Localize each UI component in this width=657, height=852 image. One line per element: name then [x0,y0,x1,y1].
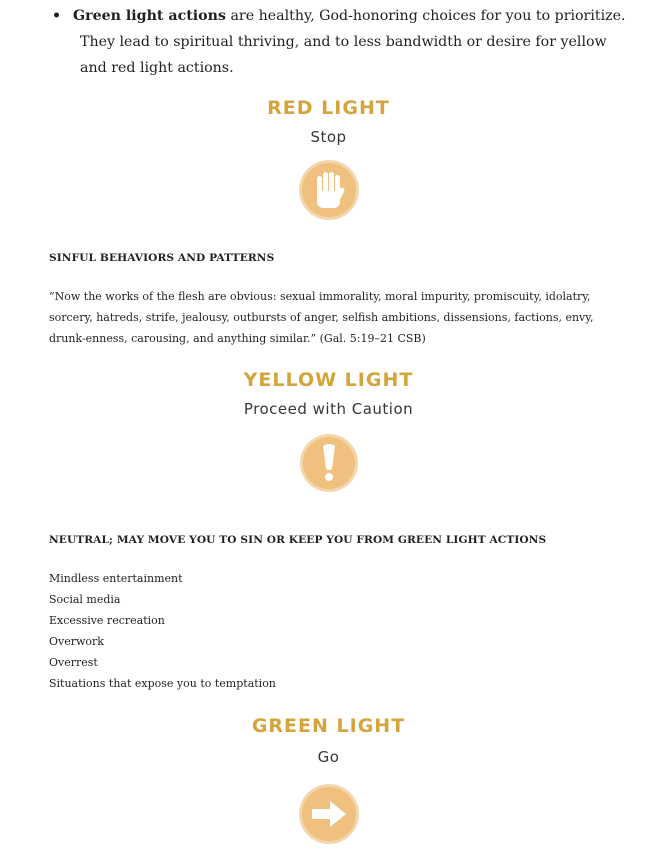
red-light-title: RED LIGHT [267,97,390,119]
yellow-light-subtitle: Proceed with Caution [243,400,414,418]
yellow-light-list [49,568,276,694]
arrow-right-icon [298,783,360,845]
green-light-subtitle: Go [317,748,340,766]
yellow-light-section [0,368,657,493]
intro-paragraph [52,3,628,81]
red-light-heading: SINFUL BEHAVIORS AND PATTERNS [49,252,275,264]
intro-bold-lead: Green light actions [73,8,226,24]
list-item: Excessive recreation [49,614,165,627]
list-item: Overrest [49,656,98,669]
yellow-light-heading: NEUTRAL; MAY MOVE YOU TO SIN OR KEEP YOU FROM GREEN LIGHT ACTIONS [49,534,547,546]
list-item: Social media [49,593,121,606]
green-light-section [0,714,657,845]
exclamation-icon [299,433,359,493]
hand-stop-icon [298,159,360,221]
intro-text: are healthy, God-honoring choices for you to prioritize. They lead to spiritual thriving, and to less bandwidth or desire for yellow and red light actions. [80,8,626,76]
yellow-light-title: YELLOW LIGHT [243,369,414,391]
bullet-marker: • [52,8,62,24]
list-item: Situations that expose you to temptation [49,677,276,690]
list-item: Mindless entertainment [49,572,183,585]
list-item: Overwork [49,635,104,648]
red-light-section [0,96,657,221]
red-light-quote: “Now the works of the flesh are obvious: sexual immorality, moral impurity, promiscuity, idolatry, sorcery, hatreds, strife, jealousy, outbursts of anger, selfish ambitions, dissensions, factions, envy, drunk-enness, carousing, and anything similar.” (Gal. 5:19–21 CSB) [49,290,594,345]
red-light-subtitle: Stop [310,128,347,146]
green-light-title: GREEN LIGHT [251,715,406,737]
